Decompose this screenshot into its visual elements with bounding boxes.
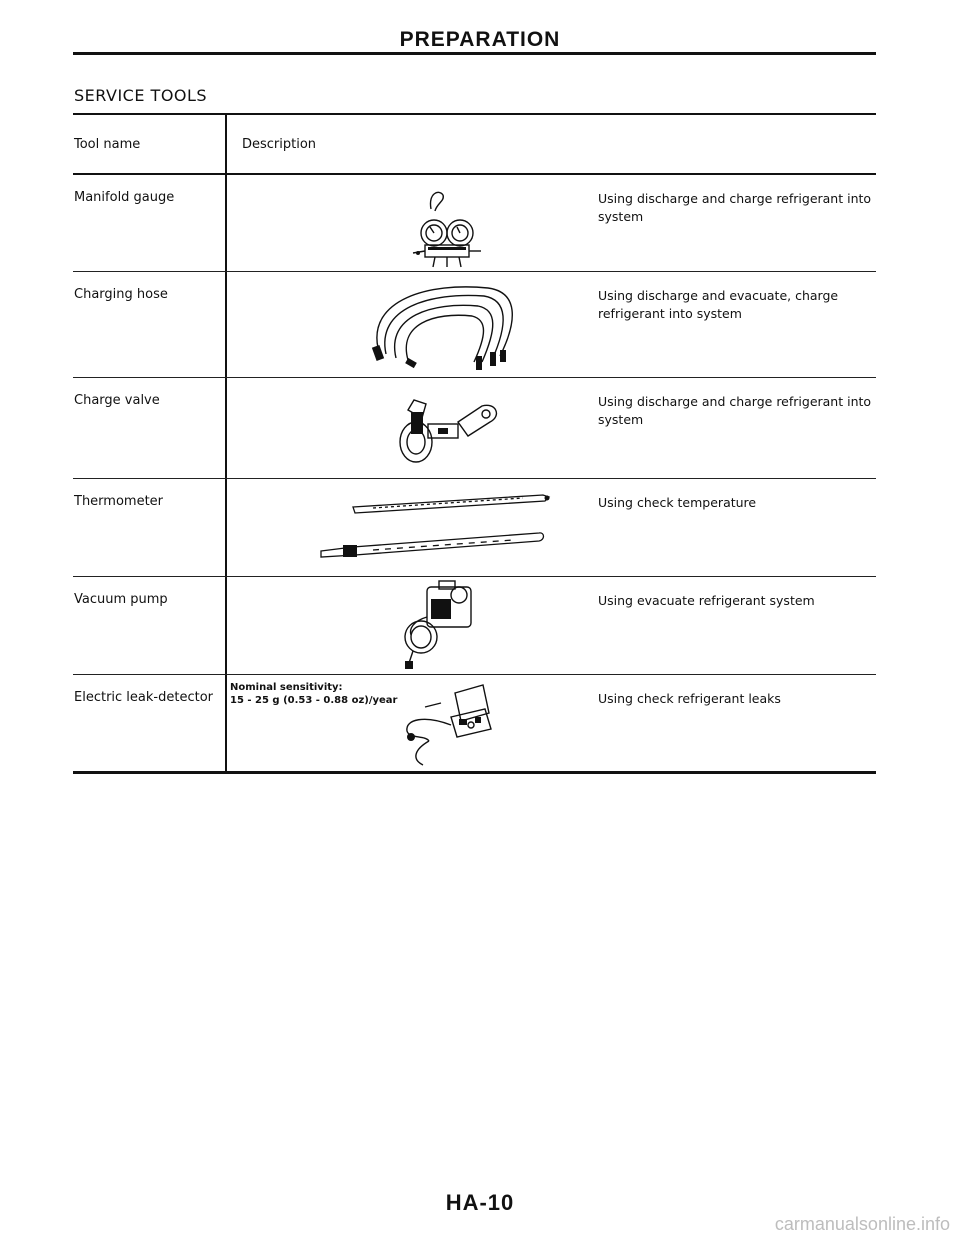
table-row (73, 577, 876, 675)
page-title: PREPARATION (399, 28, 561, 51)
vacuum-pump-icon (383, 577, 493, 673)
table-row (73, 272, 876, 378)
manifold-gauge-icon (373, 187, 523, 269)
tool-description: Using discharge and charge refrigerant into system (598, 191, 872, 225)
table-row (73, 378, 876, 479)
table-bottom-rule (73, 771, 876, 774)
sensitivity-note (230, 682, 397, 707)
title-rule (73, 52, 876, 55)
tool-description: Using discharge and charge refrigerant into system (598, 394, 872, 428)
tool-description: Using check temperature (598, 495, 757, 510)
column-header-tool-name: Tool name (74, 137, 141, 152)
thermometer-icon (313, 483, 563, 559)
tool-description: Using discharge and evacuate, charge refrigerant into system (598, 288, 839, 322)
tool-name: Vacuum pump (74, 592, 168, 607)
tool-name: Manifold gauge (74, 190, 175, 205)
table-row (73, 675, 876, 771)
section-title: SERVICE TOOLS (74, 86, 208, 105)
tool-description: Using check refrigerant leaks (598, 691, 781, 706)
column-header-description: Description (242, 137, 317, 152)
tool-name: Charge valve (74, 393, 160, 408)
tool-name: Charging hose (74, 287, 168, 302)
tool-description: Using evacuate refrigerant system (598, 593, 815, 608)
tool-name: Electric leak-detector (74, 690, 213, 705)
section-rule (73, 113, 876, 115)
table-row (73, 479, 876, 577)
leak-detector-icon (385, 675, 503, 769)
sensitivity-value: 15 - 25 g (0.53 - 0.88 oz)/year (230, 694, 398, 706)
charge-valve-icon (378, 392, 508, 472)
watermark: carmanualsonline.info (774, 1214, 950, 1234)
page-number: HA-10 (445, 1190, 515, 1215)
sensitivity-label: Nominal sensitivity: (230, 682, 343, 693)
table-row (73, 175, 876, 272)
tool-name: Thermometer (74, 494, 164, 509)
charging-hose-icon (368, 280, 538, 372)
